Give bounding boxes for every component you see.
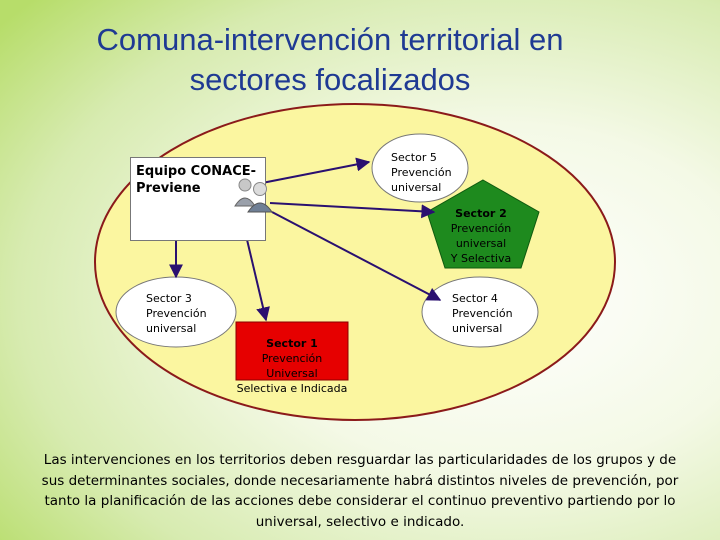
sector2-label (436, 206, 526, 266)
sector2-line3: Y Selectiva (450, 252, 512, 265)
team-name-line1: Equipo CONACE- (136, 164, 257, 179)
sector3-line1: Prevención (146, 307, 207, 320)
sector3-line2: universal (146, 322, 197, 335)
slide-title: Comuna-intervención territorial en sectores focalizados (96, 22, 564, 97)
sector1-line1: Prevención Universal (261, 352, 323, 380)
people-icon (233, 176, 273, 216)
team-name-line2: Previene (136, 181, 201, 196)
sector3-label (146, 291, 207, 336)
sector1-name: Sector 1 (266, 337, 318, 350)
sector2-name: Sector 2 (455, 207, 507, 220)
sector5-name: Sector 5 (391, 151, 437, 164)
sector3-name: Sector 3 (146, 292, 192, 305)
sector4-line2: universal (452, 322, 503, 335)
team-box (130, 157, 266, 241)
sector1-label (236, 336, 348, 396)
sector4-line1: Prevención (452, 307, 513, 320)
sector5-line1: Prevención (391, 166, 452, 179)
territory-ellipse (95, 104, 615, 420)
slide-caption: Las intervenciones en los territorios deben resguardar las particularidades de los grupos y de sus determinantes sociales, donde necesariamente habrá distintos niveles de prevención, por tanto la planificación de las acciones debe considerar el continuo preventivo partiendo por lo universal, selectivo e indicado. (41, 452, 679, 530)
sector4-label (452, 291, 513, 336)
sector5-line2: universal (391, 181, 442, 194)
sector2-line2: universal (455, 237, 507, 250)
sector2-line1: Prevención (450, 222, 512, 235)
sector1-line2: Selectiva e Indicada (236, 382, 348, 395)
sector5-label (391, 150, 452, 195)
sector4-name: Sector 4 (452, 292, 498, 305)
